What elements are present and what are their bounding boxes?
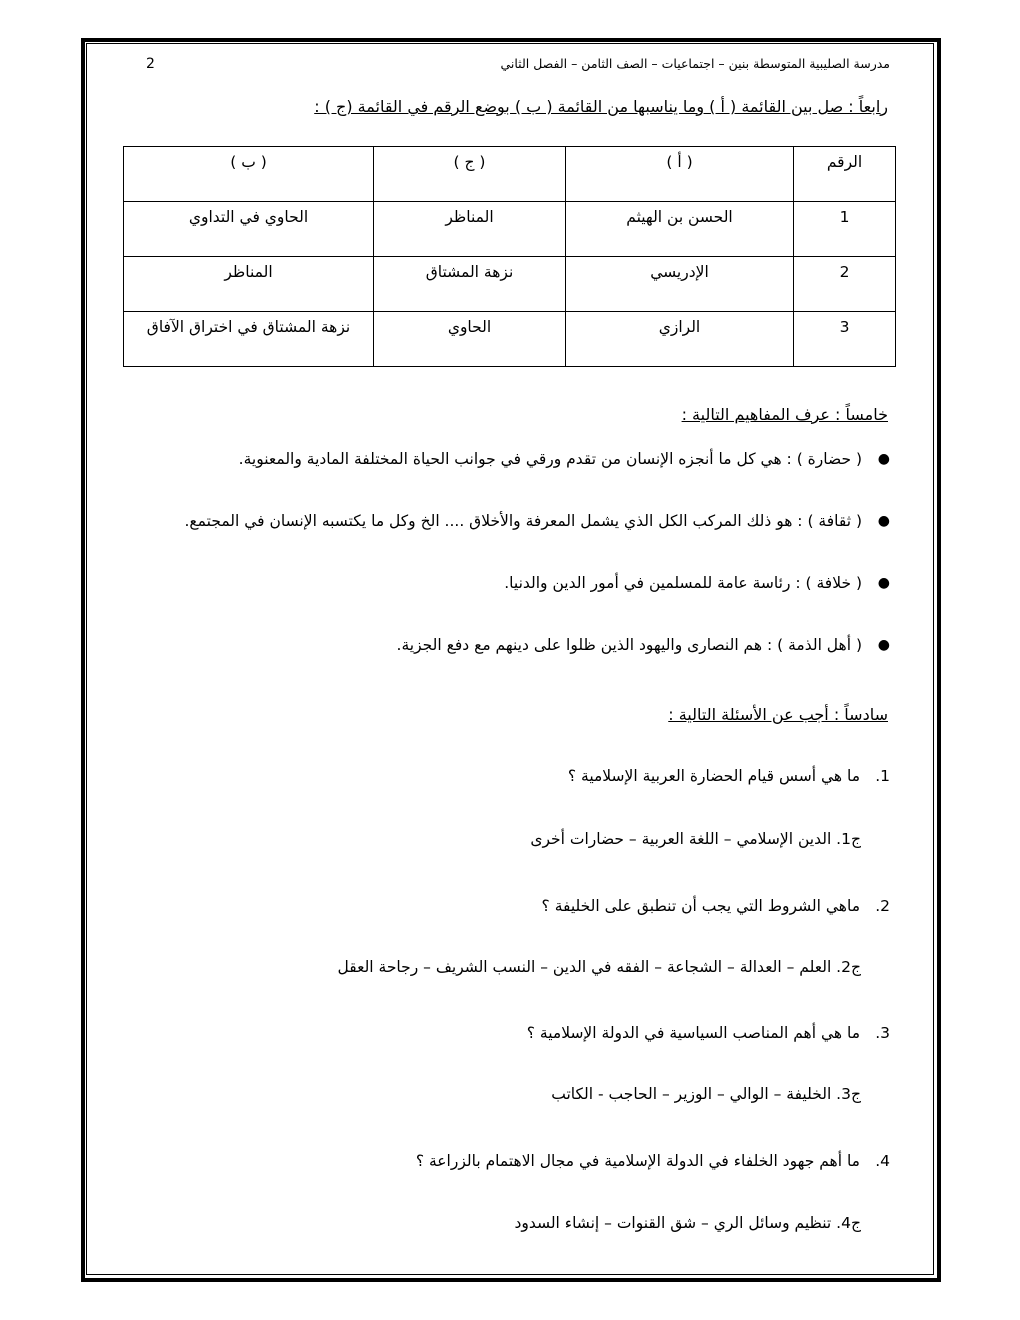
definition-text: ( خلافة ) : رئاسة عامة للمسلمين في أمور الدين والدنيا. bbox=[504, 574, 862, 592]
definitions-list bbox=[184, 450, 890, 698]
cell-j: الحاوي bbox=[374, 312, 566, 367]
header-cell-num: الرقم bbox=[794, 147, 896, 202]
list-item bbox=[184, 512, 890, 574]
bullet-icon: ● bbox=[877, 575, 890, 591]
bullet-icon: ● bbox=[877, 637, 890, 653]
cell-num: 3 bbox=[794, 312, 896, 367]
header-title: مدرسة الصليبية المتوسطة بنين – اجتماعيات – الصف الثامن – الفصل الثاني bbox=[500, 56, 890, 71]
question-number: 4. bbox=[875, 1152, 890, 1170]
question-number: 2. bbox=[875, 897, 890, 915]
definition-text: ( حضارة ) : هي كل ما أنجزه الإنسان من تقدم ورقي في جوانب الحياة المختلفة المادية والمعنوية. bbox=[238, 450, 862, 468]
bullet-icon: ● bbox=[877, 513, 890, 529]
list-item bbox=[185, 574, 890, 636]
cell-num: 1 bbox=[794, 202, 896, 257]
question-text: ما هي أسس قيام الحضارة العربية الإسلامية ؟ bbox=[567, 767, 860, 785]
cell-num: 2 bbox=[794, 257, 896, 312]
list-item bbox=[185, 450, 890, 512]
definition-text: ( ثقافة ) : هو ذلك المركب الكل الذي يشمل المعرفة والأخلاق .... الخ وكل ما يكتسبه الإنسان في المجتمع. bbox=[184, 512, 862, 530]
cell-b: الحاوي في التداوي bbox=[124, 202, 374, 257]
header-cell-b: ( ب ) bbox=[124, 147, 374, 202]
question-text: ما هي أهم المناصب السياسية في الدولة الإسلامية ؟ bbox=[526, 1024, 860, 1042]
question-text: ما أهم جهود الخلفاء في الدولة الإسلامية في مجال الاهتمام بالزراعة ؟ bbox=[415, 1152, 860, 1170]
table-row bbox=[124, 312, 896, 367]
header-cell-j: ( ج ) bbox=[374, 147, 566, 202]
page-number: 2 bbox=[146, 56, 155, 72]
matching-table bbox=[123, 146, 896, 367]
cell-a: الحسن بن الهيثم bbox=[566, 202, 794, 257]
question-number: 1. bbox=[875, 767, 890, 785]
question-3 bbox=[527, 1024, 890, 1042]
bullet-icon: ● bbox=[877, 451, 890, 467]
definition-text: ( أهل الذمة ) : هم النصارى واليهود الذين ظلوا على دينهم مع دفع الجزية. bbox=[396, 636, 862, 654]
cell-b: نزهة المشتاق في اختراق الآفاق bbox=[124, 312, 374, 367]
section5-title: خامساً : عرف المفاهيم التالية : bbox=[681, 405, 888, 424]
question-2 bbox=[542, 897, 890, 915]
question-4 bbox=[416, 1152, 890, 1170]
table-header-row bbox=[124, 147, 896, 202]
answer-1: ج1. الدين الإسلامي – اللغة العربية – حضارات أخرى bbox=[530, 830, 861, 848]
cell-j: نزهة المشتاق bbox=[374, 257, 566, 312]
cell-a: الرازي bbox=[566, 312, 794, 367]
cell-a: الإدريسي bbox=[566, 257, 794, 312]
cell-j: المناظر bbox=[374, 202, 566, 257]
question-1 bbox=[568, 767, 890, 785]
section6-title: سادساً : أجب عن الأسئلة التالية : bbox=[668, 705, 888, 724]
cell-b: المناظر bbox=[124, 257, 374, 312]
answer-3: ج3. الخليفة – الوالي – الوزير – الحاجب - الكاتب bbox=[551, 1085, 861, 1103]
list-item bbox=[185, 636, 890, 698]
question-text: ماهي الشروط التي يجب أن تنطبق على الخليفة ؟ bbox=[541, 897, 860, 915]
table-row bbox=[124, 257, 896, 312]
answer-4: ج4. تنظيم وسائل الري – شق القنوات – إنشاء السدود bbox=[514, 1214, 861, 1232]
section4-title: رابعاً : صل بين القائمة ( أ ) وما يناسبها من القائمة ( ب ) بوضع الرقم في القائمة (ج ) : bbox=[314, 97, 888, 116]
question-number: 3. bbox=[875, 1024, 890, 1042]
answer-2: ج2. العلم – العدالة – الشجاعة – الفقه في الدين – النسب الشريف – رجاحة العقل bbox=[337, 958, 861, 976]
header-cell-a: ( أ ) bbox=[566, 147, 794, 202]
table-row bbox=[124, 202, 896, 257]
page-header bbox=[140, 56, 890, 78]
